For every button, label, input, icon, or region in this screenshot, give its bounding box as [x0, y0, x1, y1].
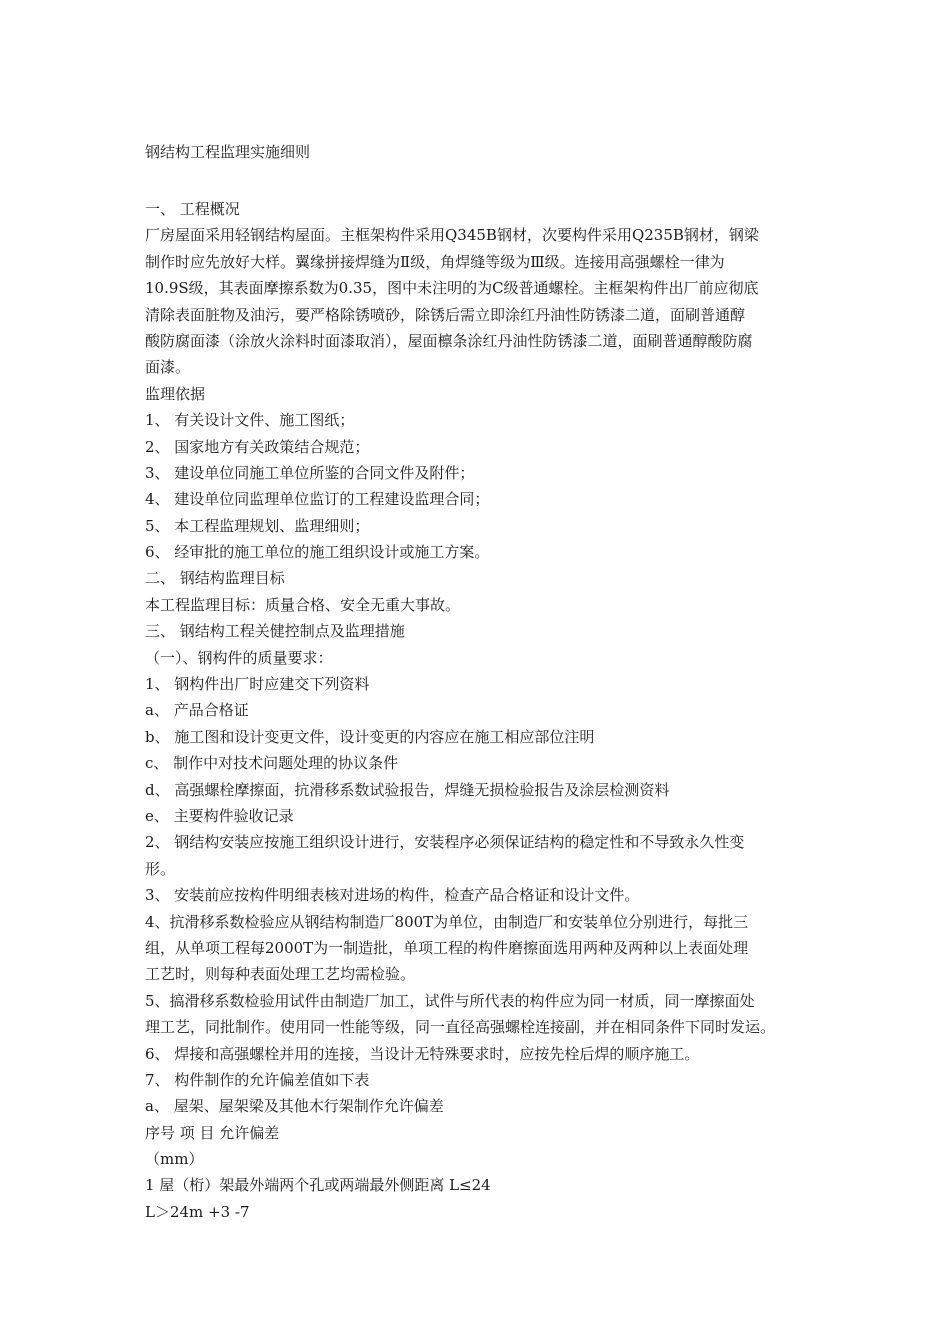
- text-line: 1、 钢构件出厂时应建交下列资料: [145, 675, 370, 694]
- text-line: 3、 安装前应按构件明细表核对进场的构件，检查产品合格证和设计文件。: [145, 886, 640, 905]
- text-line: 一、 工程概况: [145, 200, 240, 218]
- text-line: 4、抗滑移系数检验应从钢结构制造厂800T为单位，由制造厂和安装单位分别进行，每批三: [145, 912, 749, 931]
- text-line: c、 制作中对技术问题处理的协议条件: [145, 754, 399, 773]
- text-line: 三、 钢结构工程关健控制点及监理措施: [145, 622, 405, 641]
- text-line: 形。: [145, 859, 176, 878]
- text-line: 面漆。: [145, 358, 191, 377]
- text-line: 4、 建设单位同监理单位监订的工程建设监理合同；: [145, 490, 490, 509]
- text-line: 6、 经审批的施工单位的施工组织设计或施工方案。: [145, 543, 490, 562]
- text-line: 厂房屋面采用轻钢结构屋面。主框架构件采用Q345B钢材，次要构件采用Q235B钢材，钢梁: [145, 226, 759, 245]
- text-line: 7、 构件制作的允许偏差值如下表: [145, 1070, 370, 1089]
- text-line: 3、 建设单位同施工单位所鉴的合同文件及附件；: [145, 463, 475, 482]
- text-line: L＞24m +3 -7: [145, 1202, 250, 1221]
- document-body: [145, 196, 825, 1225]
- text-line: d、 高强螺栓摩擦面，抗滑移系数试验报告，焊缝无损检验报告及涂层检测资料: [145, 780, 670, 799]
- text-line: e、 主要构件验收记录: [145, 806, 294, 825]
- text-line: a、 产品合格证: [145, 701, 249, 720]
- text-line: 理工艺，同批制作。使用同一性能等级，同一直径高强螺栓连接副，并在相同条件下同时发运。: [145, 1018, 776, 1037]
- text-line: 酸防腐面漆（涂放火涂料时面漆取消），屋面檩条涂红丹油性防锈漆二道，面刷普通醇酸防腐: [145, 331, 753, 350]
- text-line: a、 屋架、屋架梁及其他木行架制作允许偏差: [145, 1097, 444, 1116]
- text-line: 6、 焊接和高强螺栓并用的连接，当设计无特殊要求时，应按先栓后焊的顺序施工。: [145, 1044, 700, 1063]
- text-line: 5、 本工程监理规划、监理细则；: [145, 516, 370, 535]
- text-line: 工艺时，则每种表面处理工艺均需检验。: [145, 965, 416, 984]
- text-line: 2、 钢结构安装应按施工组织设计进行，安装程序必须保证结构的稳定性和不导致永久性变: [145, 833, 745, 852]
- text-line: 本工程监理目标：质量合格、安全无重大事故。: [145, 595, 461, 614]
- text-line: 二、 钢结构监理目标: [145, 569, 285, 588]
- text-line: （一）、钢构件的质量要求：: [145, 648, 333, 667]
- text-line: 清除表面脏物及油污，要严格除锈喷砂，除锈后需立即涂红丹油性防锈漆二道，面刷普通醇: [145, 305, 746, 324]
- text-line: 组，从单项工程每2000T为一制造批，单项工程的构件磨擦面选用两种及两种以上表面处理: [145, 938, 749, 957]
- text-line: （mm）: [145, 1150, 204, 1169]
- text-line: 监理依据: [145, 384, 206, 403]
- text-line: 10.9S级，其表面摩擦系数为0.35，图中未注明的为C级普通螺栓。主框架构件出厂前应彻底: [145, 279, 759, 298]
- text-line: b、 施工图和设计变更文件，设计变更的内容应在施工相应部位注明: [145, 727, 595, 746]
- text-line: 1 屋（桁）架最外端两个孔或两端最外侧距离 L≤24: [145, 1176, 491, 1195]
- text-line: 5、搞滑移系数检验用试件由制造厂加工，试件与所代表的构件应为同一材质，同一摩擦面处: [145, 991, 755, 1010]
- text-line: 制作时应先放好大样。翼缘拼接焊缝为Ⅱ级，角焊缝等级为Ⅲ级。连接用高强螺栓一律为: [145, 252, 725, 271]
- text-line: 序号 项 目 允许偏差: [145, 1123, 280, 1142]
- document-title: 钢结构工程监理实施细则: [145, 143, 311, 161]
- text-line: 1、 有关设计文件、施工图纸；: [145, 411, 355, 430]
- text-line: 2、 国家地方有关政策结合规范；: [145, 437, 370, 456]
